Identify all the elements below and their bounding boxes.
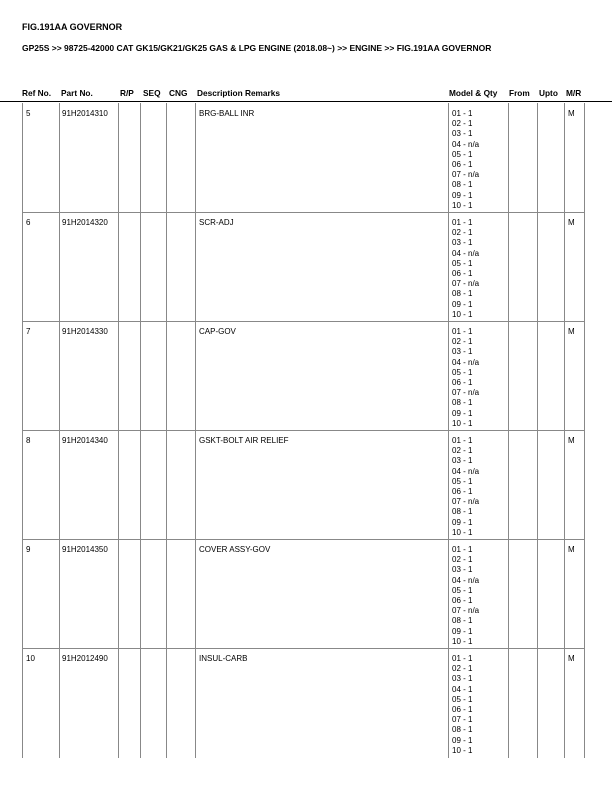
- model-qty: 09 - 1: [452, 735, 473, 745]
- model-qty-list: [452, 327, 479, 429]
- model-qty-list: [452, 545, 479, 647]
- model-qty: 01 - 1: [452, 654, 473, 663]
- mr-flag: M: [568, 327, 575, 336]
- table-row[interactable]: [22, 321, 584, 431]
- model-qty: 06 - 1: [452, 269, 473, 279]
- model-qty: 09 - 1: [452, 517, 473, 527]
- model-qty: 05 - 1: [452, 258, 473, 268]
- model-qty: 04 - n/a: [452, 248, 480, 258]
- model-qty: 05 - 1: [452, 476, 473, 486]
- part-no[interactable]: 91H2014330: [62, 327, 108, 336]
- model-qty: 03 - 1: [452, 456, 473, 466]
- parts-table: [22, 103, 584, 758]
- model-qty: 09 - 1: [452, 299, 473, 309]
- model-qty: 04 - n/a: [452, 575, 480, 585]
- col-header-model: Model & Qty: [449, 88, 498, 98]
- description: CAP-GOV: [199, 327, 236, 336]
- mr-flag: M: [568, 218, 575, 227]
- model-qty: 02 - 1: [452, 337, 473, 347]
- col-header-seq: SEQ: [143, 88, 161, 98]
- col-header-desc: Description Remarks: [197, 88, 281, 98]
- table-row[interactable]: [22, 539, 584, 649]
- model-qty: 09 - 1: [452, 408, 473, 418]
- col-header-rp: R/P: [120, 88, 134, 98]
- col-divider: [584, 103, 585, 758]
- model-qty: 01 - 1: [452, 327, 473, 336]
- model-qty: 07 - n/a: [452, 497, 480, 507]
- model-qty: 02 - 1: [452, 119, 473, 129]
- table-row[interactable]: [22, 103, 584, 213]
- model-qty: 02 - 1: [452, 228, 473, 238]
- col-header-cng: CNG: [169, 88, 188, 98]
- mr-flag: M: [568, 436, 575, 445]
- model-qty: 10 - 1: [452, 745, 473, 755]
- breadcrumb[interactable]: GP25S >> 98725-42000 CAT GK15/GK21/GK25 GAS & LPG ENGINE (2018.08~) >> ENGINE >> FIG.191AA GOVERNOR: [22, 43, 492, 53]
- description: GSKT-BOLT AIR RELIEF: [199, 436, 289, 445]
- model-qty: 06 - 1: [452, 160, 473, 170]
- ref-no: 6: [26, 218, 31, 227]
- model-qty: 02 - 1: [452, 664, 473, 674]
- model-qty: 10 - 1: [452, 636, 473, 646]
- model-qty: 06 - 1: [452, 705, 473, 715]
- model-qty: 05 - 1: [452, 367, 473, 377]
- model-qty: 05 - 1: [452, 694, 473, 704]
- model-qty: 07 - n/a: [452, 279, 480, 289]
- model-qty: 10 - 1: [452, 200, 473, 210]
- model-qty: 08 - 1: [452, 398, 473, 408]
- col-header-part: Part No.: [61, 88, 93, 98]
- col-header-upto: Upto: [539, 88, 558, 98]
- model-qty: 09 - 1: [452, 626, 473, 636]
- part-no[interactable]: 91H2014350: [62, 545, 108, 554]
- model-qty: 10 - 1: [452, 527, 473, 537]
- model-qty: 07 - n/a: [452, 606, 480, 616]
- table-row[interactable]: [22, 430, 584, 540]
- mr-flag: M: [568, 109, 575, 118]
- description: COVER ASSY-GOV: [199, 545, 271, 554]
- model-qty: 10 - 1: [452, 309, 473, 319]
- model-qty: 07 - n/a: [452, 388, 480, 398]
- ref-no: 10: [26, 654, 35, 663]
- model-qty: 04 - 1: [452, 684, 473, 694]
- model-qty: 10 - 1: [452, 418, 473, 428]
- model-qty-list: [452, 436, 479, 538]
- model-qty: 08 - 1: [452, 180, 473, 190]
- model-qty-list: [452, 109, 479, 211]
- model-qty: 01 - 1: [452, 436, 473, 445]
- description: INSUL-CARB: [199, 654, 248, 663]
- ref-no: 5: [26, 109, 31, 118]
- model-qty-list: [452, 654, 472, 756]
- table-row[interactable]: [22, 212, 584, 322]
- col-header-from: From: [509, 88, 530, 98]
- table-row[interactable]: [22, 648, 584, 757]
- model-qty: 04 - n/a: [452, 139, 480, 149]
- model-qty: 08 - 1: [452, 616, 473, 626]
- model-qty: 04 - n/a: [452, 466, 480, 476]
- model-qty: 03 - 1: [452, 238, 473, 248]
- model-qty: 05 - 1: [452, 585, 473, 595]
- description: SCR-ADJ: [199, 218, 234, 227]
- model-qty: 04 - n/a: [452, 357, 480, 367]
- model-qty: 03 - 1: [452, 129, 473, 139]
- model-qty: 03 - 1: [452, 347, 473, 357]
- model-qty: 05 - 1: [452, 149, 473, 159]
- part-no[interactable]: 91H2012490: [62, 654, 108, 663]
- model-qty: 07 - n/a: [452, 170, 480, 180]
- model-qty: 06 - 1: [452, 596, 473, 606]
- model-qty: 09 - 1: [452, 190, 473, 200]
- model-qty: 03 - 1: [452, 674, 473, 684]
- model-qty: 01 - 1: [452, 218, 473, 227]
- mr-flag: M: [568, 654, 575, 663]
- description: BRG-BALL INR: [199, 109, 255, 118]
- part-no[interactable]: 91H2014340: [62, 436, 108, 445]
- model-qty: 01 - 1: [452, 545, 473, 554]
- model-qty: 02 - 1: [452, 555, 473, 565]
- figure-title: FIG.191AA GOVERNOR: [22, 22, 123, 32]
- col-header-mr: M/R: [566, 88, 582, 98]
- model-qty: 02 - 1: [452, 446, 473, 456]
- ref-no: 7: [26, 327, 31, 336]
- ref-no: 8: [26, 436, 31, 445]
- col-header-ref: Ref No.: [22, 88, 52, 98]
- model-qty: 08 - 1: [452, 507, 473, 517]
- mr-flag: M: [568, 545, 575, 554]
- model-qty: 07 - 1: [452, 715, 473, 725]
- ref-no: 9: [26, 545, 31, 554]
- model-qty: 08 - 1: [452, 725, 473, 735]
- model-qty: 08 - 1: [452, 289, 473, 299]
- header-divider: [0, 101, 612, 102]
- part-no[interactable]: 91H2014320: [62, 218, 108, 227]
- model-qty: 06 - 1: [452, 378, 473, 388]
- model-qty-list: [452, 218, 479, 320]
- model-qty: 03 - 1: [452, 565, 473, 575]
- model-qty: 01 - 1: [452, 109, 473, 118]
- model-qty: 06 - 1: [452, 487, 473, 497]
- part-no[interactable]: 91H2014310: [62, 109, 108, 118]
